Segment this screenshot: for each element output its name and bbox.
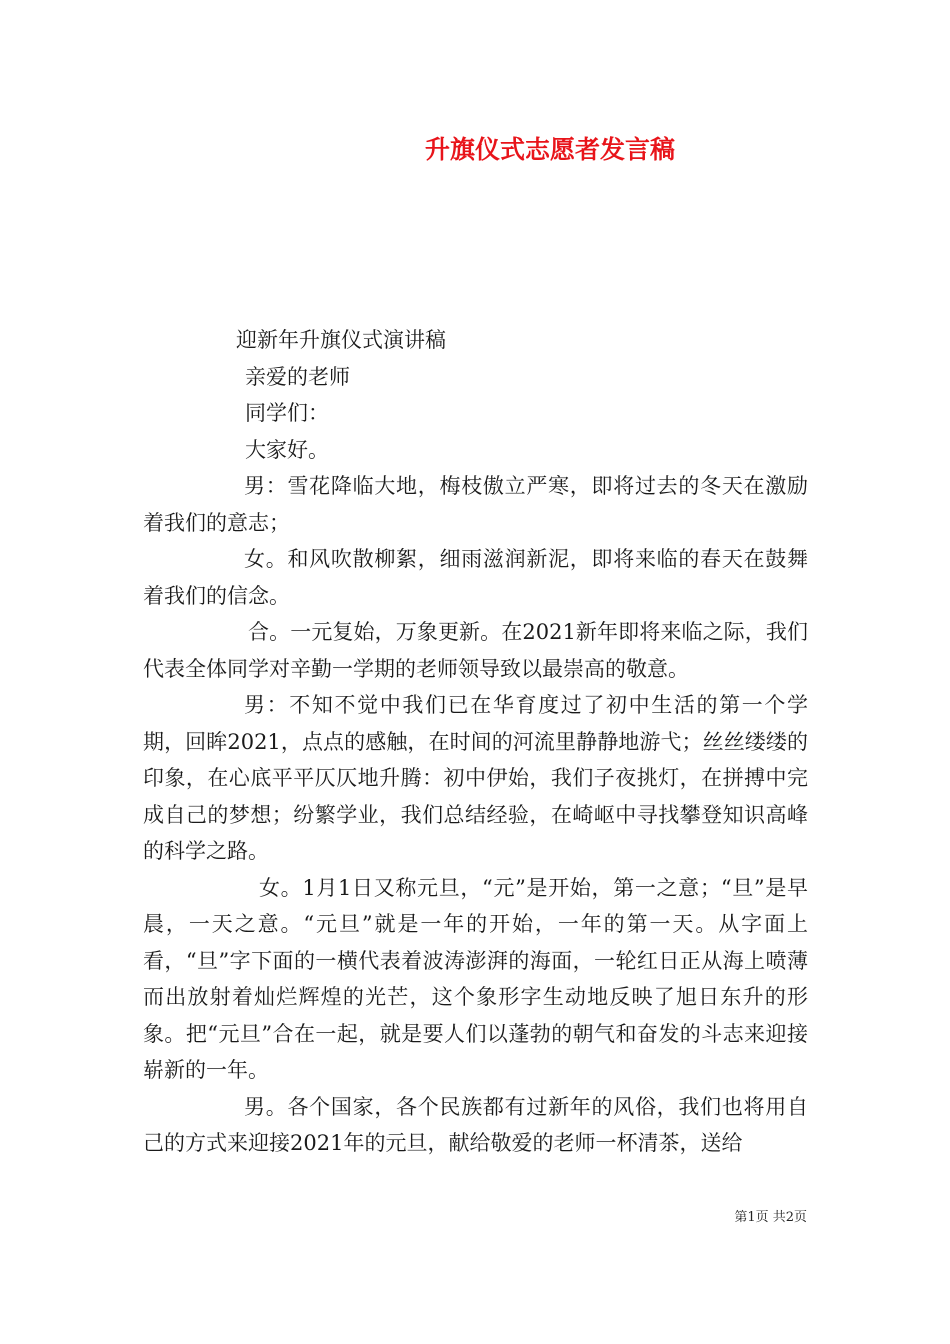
greeting: 大家好。 [245, 437, 329, 462]
document-body [143, 322, 808, 1162]
paragraph-male-2: 男：不知不觉中我们已在华育度过了初中生活的第一个学期，回眸2021，点点的感触，在时间的河流里静静地游弋；丝丝缕缕的印象，在心底平平仄仄地升腾：初中伊始，我们子夜挑灯，在拼搏中完成自己的梦想；纷繁学业，我们总结经验，在崎岖中寻找攀登知识高峰的科学之路。 [143, 693, 808, 863]
page-number: 第1页 共2页 [734, 1210, 807, 1225]
speech-subtitle: 迎新年升旗仪式演讲稿 [236, 328, 446, 352]
paragraph-female-1: 女。和风吹散柳絮，细雨滋润新泥，即将来临的春天在鼓舞着我们的信念。 [143, 547, 808, 608]
salutation-teachers: 亲爱的老师 [245, 364, 350, 389]
paragraph-together-1: 合。一元复始，万象更新。在2021新年即将来临之际，我们代表全体同学对辛勤一学期的老师领导致以最崇高的敬意。 [143, 620, 808, 681]
paragraph-female-2: 女。1月1日又称元旦，“元”是开始，第一之意；“旦”是早晨，一天之意。“元旦”就是一年的开始，一年的第一天。从字面上看，“旦”字下面的一横代表着波涛澎湃的海面，一轮红日正从海上喷薄而出放射着灿烂辉煌的光芒，这个象形字生动地反映了旭日东升的形象。把“元旦”合在一起，就是要人们以蓬勃的朝气和奋发的斗志来迎接崭新的一年。 [143, 875, 808, 1082]
paragraph-male-1: 男：雪花降临大地，梅枝傲立严寒，即将过去的冬天在激励着我们的意志； [143, 474, 808, 535]
document-title: 升旗仪式志愿者发言稿 [424, 135, 675, 164]
paragraph-male-3: 男。各个国家，各个民族都有过新年的风俗，我们也将用自己的方式来迎接2021年的元旦，献给敬爱的老师一杯清茶，送给 [143, 1094, 808, 1155]
salutation-students: 同学们： [245, 401, 329, 425]
